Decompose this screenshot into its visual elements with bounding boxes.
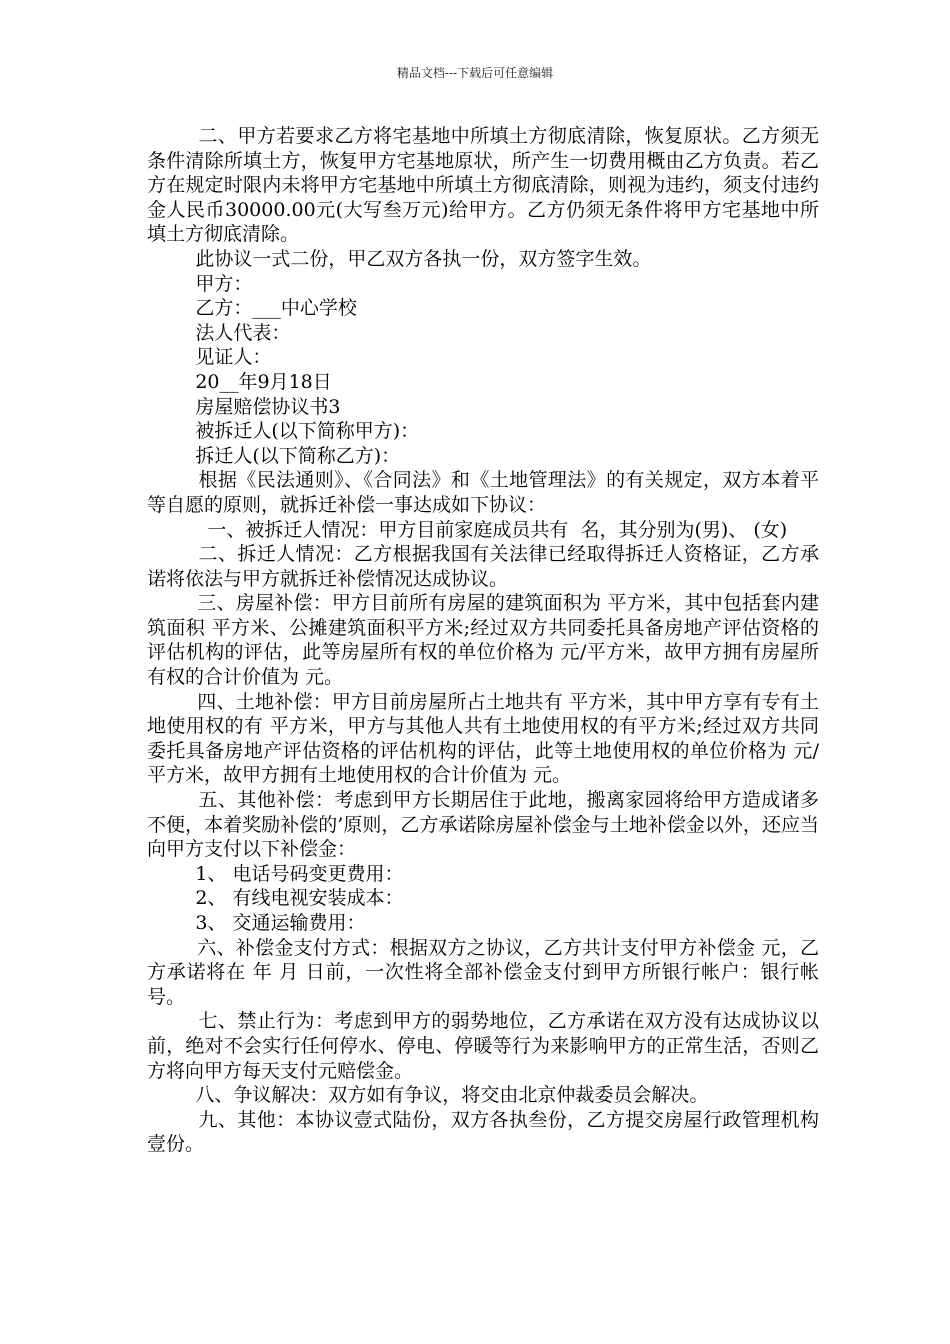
- page-header: 精品文档---下载后可任意编辑: [396, 66, 554, 80]
- paragraph: 被拆迁人(以下简称甲方)：: [147, 420, 420, 443]
- paragraph: 五、其他补偿：考虑到甲方长期居住于此地，搬离家园将给甲方造成诸多不便，本着奖励补偿的’原则，乙方承诺除房屋补偿金与土地补偿金以外，还应当向甲方支付以下补偿金：: [147, 789, 819, 861]
- paragraph: 3、 交通运输费用：: [147, 912, 366, 934]
- paragraph: 1、 电话号码变更费用：: [147, 862, 404, 885]
- paragraph: 房屋赔偿协议书3: [147, 395, 341, 418]
- document-body: [147, 124, 819, 1157]
- paragraph: 20__年9月18日: [147, 370, 332, 393]
- paragraph: 甲方：: [147, 272, 253, 295]
- paragraph: 2、 有线电视安装成本：: [147, 887, 404, 910]
- paragraph: 拆迁人(以下简称乙方)：: [147, 444, 401, 467]
- paragraph: 一、被拆迁人情况：甲方目前家庭成员共有 名，其分别为(男)、 (女): [147, 518, 788, 541]
- paragraph: 九、其他：本协议壹式陆份，双方各执叁份，乙方提交房屋行政管理机构壹份。: [147, 1108, 819, 1156]
- paragraph: 八、争议解决：双方如有争议，将交由北京仲裁委员会解决。: [147, 1084, 709, 1107]
- paragraph: 二、甲方若要求乙方将宅基地中所填土方彻底清除，恢复原状。乙方须无条件清除所填土方，恢复甲方宅基地原状，所产生一切费用概由乙方负责。若乙方在规定时限内未将甲方宅基地中所填土方彻底清除，则视为违约，须支付违约金人民币30000.00元(大写叁万元)给甲方。乙方仍须无条件将甲方宅基地中所填土方彻底清除。: [147, 125, 819, 246]
- paragraph: 乙方：___中心学校: [147, 297, 357, 320]
- paragraph: 四、土地补偿：甲方目前房屋所占土地共有 平方米，其中甲方享有专有土地使用权的有 平方米，甲方与其他人共有土地使用权的有平方米;经过双方共同委托具备房地产评估资格的评估机构的评估，此等土地使用权的单位价格为 元/平方米，故甲方拥有土地使用权的合计价值为 元。: [147, 690, 819, 787]
- paragraph: 三、房屋补偿：甲方目前所有房屋的建筑面积为 平方米，其中包括套内建筑面积 平方米、公摊建筑面积平方米;经过双方共同委托具备房地产评估资格的评估机构的评估，此等房屋所有权的单位价格为 元/平方米，故甲方拥有房屋所有权的合计价值为 元。: [147, 592, 819, 689]
- paragraph: 根据《民法通则》、《合同法》和《土地管理法》的有关规定，双方本着平等自愿的原则，就拆迁补偿一事达成如下协议：: [147, 469, 819, 516]
- paragraph: 法人代表：: [147, 321, 291, 344]
- paragraph: 六、补偿金支付方式：根据双方之协议，乙方共计支付甲方补偿金 元，乙方承诺将在 年 月 日前，一次性将全部补偿金支付到甲方所银行帐户：银行帐号。: [147, 936, 819, 1008]
- paragraph: 见证人：: [147, 346, 272, 369]
- paragraph: 七、禁止行为：考虑到甲方的弱势地位，乙方承诺在双方没有达成协议以前，绝对不会实行任何停水、停电、停暖等行为来影响甲方的正常生活，否则乙方将向甲方每天支付元赔偿金。: [147, 1010, 819, 1082]
- paragraph: 此协议一式二份，甲乙双方各执一份，双方签字生效。: [147, 247, 652, 270]
- paragraph: 二、拆迁人情况：乙方根据我国有关法律已经取得拆迁人资格证，乙方承诺将依法与甲方就拆迁补偿情况达成协议。: [147, 543, 819, 590]
